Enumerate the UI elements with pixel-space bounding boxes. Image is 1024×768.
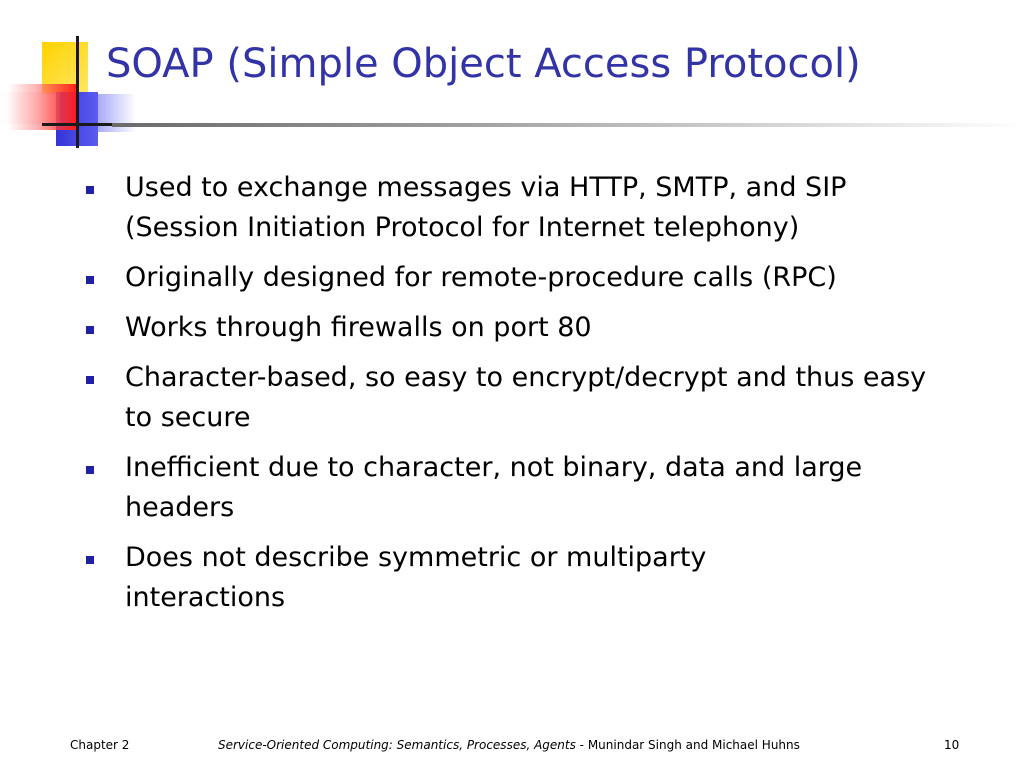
horizontal-line — [42, 123, 114, 126]
bullet-text: Used to exchange messages via HTTP, SMTP, and SIP (Session Initiation Protocol for Internet telephony) — [125, 172, 847, 243]
bullet-text: Does not describe symmetric or multiparty interactions — [125, 542, 707, 613]
footer-book-title: Service-Oriented Computing: Semantics, Processes, Agents — [218, 738, 576, 752]
slide-title: SOAP (Simple Object Access Protocol) — [106, 41, 861, 87]
bullet-item — [86, 308, 966, 348]
footer-citation — [218, 738, 800, 752]
title-underline — [112, 123, 1024, 127]
slide-footer — [0, 736, 1024, 756]
bullet-list — [86, 168, 966, 628]
bullet-text: Originally designed for remote-procedure calls (RPC) — [125, 262, 837, 293]
bullet-item — [86, 358, 966, 438]
bullet-item — [86, 448, 966, 528]
bullet-item — [86, 258, 966, 298]
bullet-text: Inefficient due to character, not binary, data and large headers — [125, 452, 863, 523]
bullet-text: Character-based, so easy to encrypt/decrypt and thus easy to secure — [125, 362, 927, 433]
square-bullet-icon — [86, 556, 94, 564]
footer-page-number: 10 — [944, 738, 960, 752]
vertical-line — [76, 36, 79, 148]
footer-chapter: Chapter 2 — [70, 738, 130, 752]
square-bullet-icon — [86, 186, 94, 194]
bullet-text: Works through firewalls on port 80 — [125, 312, 592, 343]
bullet-item — [86, 538, 966, 618]
square-bullet-icon — [86, 276, 94, 284]
square-bullet-icon — [86, 326, 94, 334]
square-bullet-icon — [86, 466, 94, 474]
bullet-item — [86, 168, 966, 248]
footer-authors: - Munindar Singh and Michael Huhns — [575, 738, 800, 752]
square-bullet-icon — [86, 376, 94, 384]
